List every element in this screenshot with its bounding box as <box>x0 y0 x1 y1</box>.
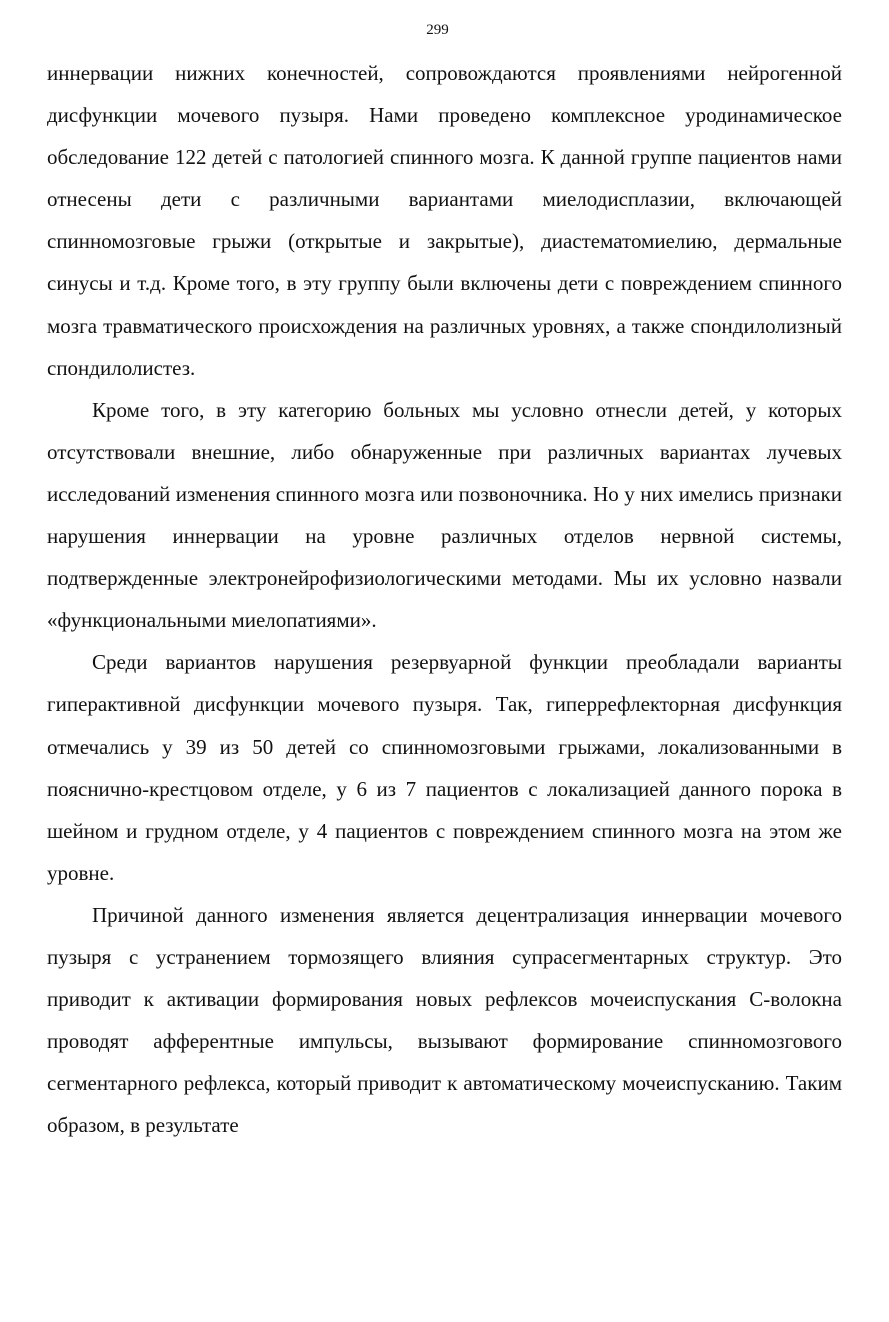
paragraph-2: Кроме того, в эту категорию больных мы условно отнесли детей, у которых отсутствовали внешние, либо обнаруженные при различных вариантах лучевых исследований изменения спинного мозга или позвоночника. Но у них имелись признаки нарушения иннервации на уровне различных отделов нервной системы, подтвержденные электронейрофизиологическими методами. Мы их условно назвали «функциональными миелопатиями». <box>47 397 842 633</box>
paragraph-1: иннервации нижних конечностей, сопровождаются проявлениями нейрогенной дисфункции мочевого пузыря. Нами проведено комплексное уродинамическое обследование 122 детей с патологией спинного мозга. К данной группе пациентов нами отнесены дети с различными вариантами миелодисплазии, включающей спинномозговые грыжи (открытые и закрытые), диастематомиелию, дермальные синусы и т.д. Кроме того, в эту группу были включены дети с повреждением спинного мозга травматического происхождения на различных уровнях, а также спондилолизный спондилолистез. <box>47 61 842 380</box>
page-number: 299 <box>426 22 449 38</box>
paragraph-4: Причиной данного изменения является децентрализация иннервации мочевого пузыря с устранением тормозящего влияния супрасегментарных структур. Это приводит к активации формирования новых рефлексов мочеиспускания С-волокна проводят афферентные импульсы, вызывают формирование спинномозгового сегментарного рефлекса, который приводит к автоматическому мочеиспусканию. Таким образом, в результате <box>47 902 842 1138</box>
document-page <box>47 18 842 1146</box>
paragraph-3: Среди вариантов нарушения резервуарной функции преобладали варианты гиперактивной дисфункции мочевого пузыря. Так, гиперрефлекторная дисфункция отмечались у 39 из 50 детей со спинномозговыми грыжами, локализованными в пояснично-крестцовом отделе, у 6 из 7 пациентов с локализацией данного порока в шейном и грудном отделе, у 4 пациентов с повреждением спинного мозга на этом же уровне. <box>47 650 842 885</box>
